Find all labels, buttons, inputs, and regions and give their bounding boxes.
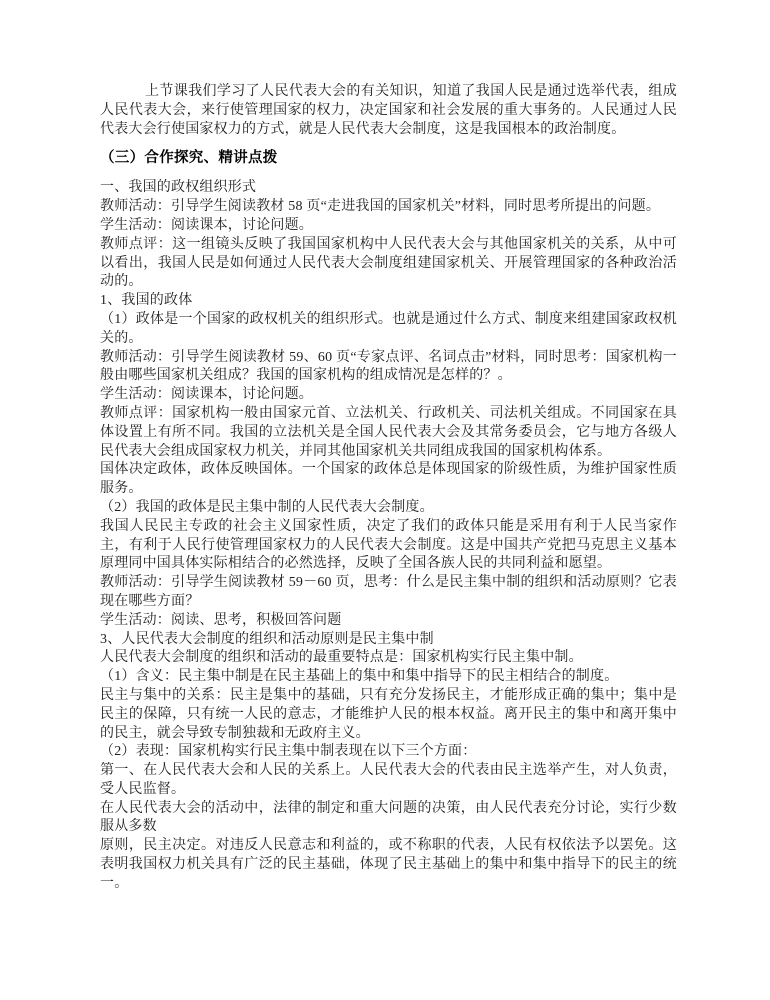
paragraph-body: 国体决定政体，政体反映国体。一个国家的政体总是体现国家的阶级性质，为维护国家性质服务。 — [100, 462, 677, 497]
paragraph-body: 第一、在人民代表大会和人民的关系上。人民代表大会的代表由民主选举产生，对人负责，受人民监督。 — [100, 763, 677, 797]
paragraph-student-activity: 学生活动：阅读课本，讨论问题。 — [100, 387, 313, 403]
paragraph-body: 我国人民民主专政的社会主义国家性质，决定了我们的政体只能是采用有利于人民当家作主，有利于人民行使管理国家权力的人民代表大会制度。这是中国共产党把马克思主义基本原理同中国具体实际相结合的必然选择，反映了全国各族人民的共同利益和愿望。 — [100, 518, 677, 572]
paragraph-student-activity: 学生活动：阅读、思考，积极回答问题 — [100, 612, 342, 628]
paragraph-teacher-activity: 教师活动：引导学生阅读教材 58 页“走进我国的国家机关”材料，同时思考所提出的问题。 — [100, 199, 661, 215]
paragraph-body: 人民代表大会制度的组织和活动的最重要特点是：国家机构实行民主集中制。 — [100, 650, 583, 666]
paragraph-point-1: （1）政体是一个国家的政权机关的组织形式。也就是通过什么方式、制度来组建国家政权机关的。 — [100, 311, 677, 346]
paragraph-teacher-comment: 教师点评：这一组镜头反映了我国国家机构中人民代表大会与其他国家机关的关系，从中可以看出，我国人民是如何通过人民代表大会制度组建国家机关、开展管理国家的各种政治活动的。 — [100, 236, 677, 290]
paragraph-manifestation: （2）表现：国家机构实行民主集中制表现在以下三个方面： — [100, 744, 477, 760]
paragraph-teacher-activity: 教师活动：引导学生阅读教材 59－60 页，思考：什么是民主集中制的组织和活动原则？它表现在哪些方面？ — [100, 575, 677, 609]
paragraph-section-title: 一、我国的政权组织形式 — [100, 180, 257, 196]
intro-paragraph: 上节课我们学习了人民代表大会的有关知识，知道了我国人民是通过选举代表，组成人民代表大会，来行使管理国家的权力，决定国家和社会发展的重大事务的。人民通过人民代表大会行使国家权力的方式，就是人民代表大会制度，这是我国根本的政治制度。 — [100, 84, 677, 137]
paragraph-body: 民主与集中的关系：民主是集中的基础，只有充分发扬民主，才能形成正确的集中；集中是民主的保障，只有统一人民的意志，才能维护人民的根本权益。离开民主的集中和离开集中的民主，就会导致专制独裁和无政府主义。 — [100, 687, 677, 741]
paragraph-student-activity: 学生活动：阅读课本，讨论问题。 — [100, 217, 313, 233]
paragraph-subtitle-3: 3、人民代表大会制度的组织和活动原则是民主集中制 — [100, 631, 434, 647]
paragraph-teacher-comment: 教师点评：国家机构一般由国家元首、立法机关、行政机关、司法机关组成。不同国家在具体设置上有所不同。我国的立法机关是全国人民代表大会及其常务委员会，它与地方各级人民代表大会组成国家权力机关，并同其他国家机关共同组成我国的国家机构体系。 — [100, 405, 677, 459]
paragraph-subtitle-1: 1、我国的政体 — [100, 293, 193, 309]
paragraph-body: 原则，民主决定。对违反人民意志和利益的，或不称职的代表，人民有权依法予以罢免。这表明我国权力机关具有广泛的民主基础，体现了民主基础上的集中和集中指导下的民主的统一。 — [100, 838, 677, 891]
paragraph-body: 在人民代表大会的活动中，法律的制定和重大问题的决策，由人民代表充分讨论，实行少数服从多数 — [100, 800, 677, 835]
paragraph-teacher-activity: 教师活动：引导学生阅读教材 59、60 页“专家点评、名词点击”材料，同时思考：国家机构一般由哪些国家机关组成？我国的国家机构的组成情况是怎样的？。 — [100, 349, 677, 384]
paragraph-point-2: （2）我国的政体是民主集中制的人民代表大会制度。 — [100, 499, 434, 515]
section-heading: （三）合作探究、精讲点拨 — [100, 150, 278, 167]
paragraph-definition: （1）含义：民主集中制是在民主基础上的集中和集中指导下的民主相结合的制度。 — [100, 669, 619, 685]
